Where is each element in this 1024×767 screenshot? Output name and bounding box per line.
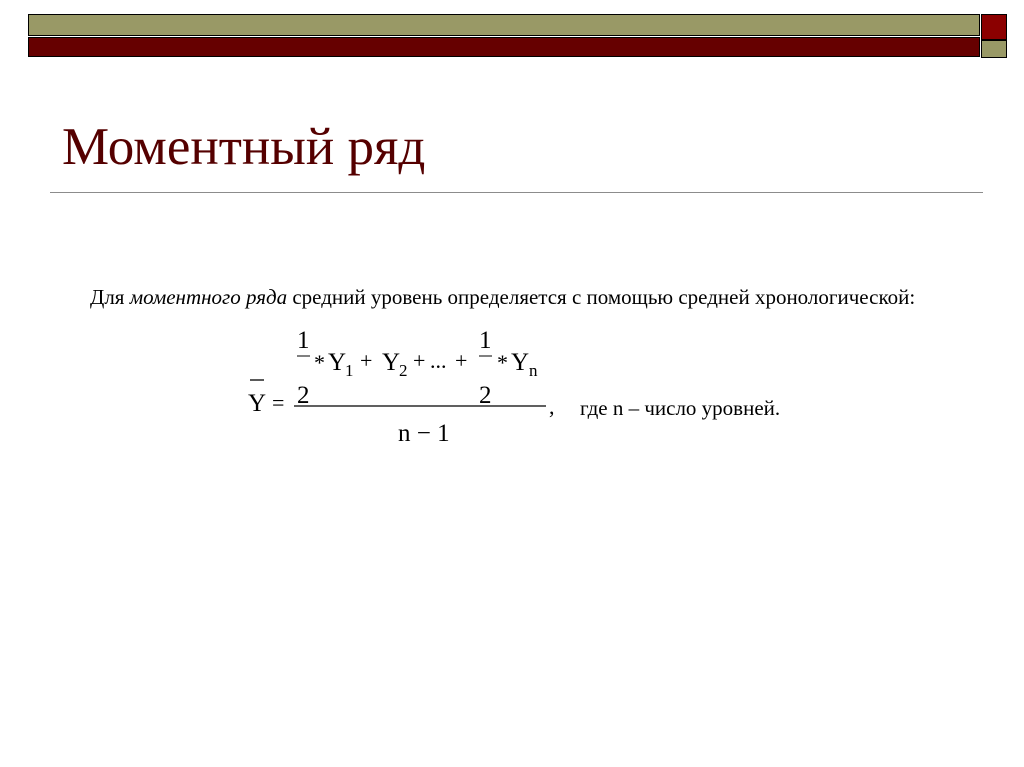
header-banner-maroon bbox=[28, 37, 980, 57]
plus-1: + bbox=[360, 348, 373, 373]
half-numerator-left: 1 bbox=[297, 327, 310, 354]
where-note: где n – число уровней. bbox=[580, 396, 781, 420]
times-right: * bbox=[497, 350, 508, 375]
title-divider bbox=[50, 192, 983, 193]
y-second-subscript: 2 bbox=[399, 361, 408, 380]
formula-svg bbox=[246, 318, 566, 454]
plus-3: + bbox=[455, 348, 468, 373]
half-denominator-left: 2 bbox=[297, 382, 310, 409]
result-symbol: Y bbox=[248, 390, 267, 417]
header-banner-olive bbox=[28, 14, 980, 36]
corner-square-red bbox=[981, 14, 1007, 40]
y-last-subscript: n bbox=[529, 361, 538, 380]
y-last: Y bbox=[511, 349, 530, 376]
chronological-mean-formula bbox=[246, 318, 566, 454]
denominator: n − 1 bbox=[398, 420, 450, 447]
formula-comma: , bbox=[549, 394, 555, 419]
y-second: Y bbox=[382, 349, 401, 376]
half-numerator-right: 1 bbox=[479, 327, 492, 354]
intro-after: средний уровень определяется с помощью средней хронологической: bbox=[287, 285, 916, 309]
half-denominator-right: 2 bbox=[479, 382, 492, 409]
y-first: Y bbox=[328, 349, 347, 376]
times-left: * bbox=[314, 350, 325, 375]
intro-emphasis: моментного ряда bbox=[129, 285, 288, 309]
ellipsis: ... bbox=[430, 348, 447, 373]
slide-title: Моментный ряд bbox=[62, 118, 426, 176]
corner-square-olive bbox=[981, 40, 1007, 58]
y-first-subscript: 1 bbox=[345, 361, 354, 380]
plus-2: + bbox=[413, 348, 426, 373]
intro-before: Для bbox=[90, 285, 130, 309]
equals-sign: = bbox=[272, 390, 285, 415]
intro-paragraph bbox=[90, 283, 915, 311]
